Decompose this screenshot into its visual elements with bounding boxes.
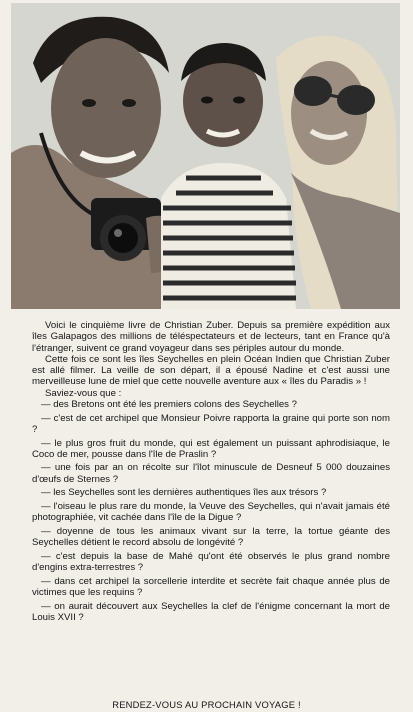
saviez-vous-heading: Saviez-vous que :	[45, 387, 122, 399]
intro-paragraph: Cette fois ce sont les îles Seychelles en plein Océan Indien que Christian Zuber est allé filmer. La veille de son départ, il a épousé Nadine et c'est aussi une merveilleuse lune de miel que cette nouvelle aventure aux « îles du Paradis » !	[32, 353, 390, 388]
questions-list	[32, 399, 390, 623]
intro-paragraph: Voici le cinquième livre de Christian Zuber. Depuis sa première expédition aux îles Galapagos des millions de téléspectateurs et de lecteurs, tant en France qu'à l'étranger, suivent ce grand voyageur dans ses périples autour du monde.	[32, 320, 390, 354]
list-item: — dans cet archipel la sorcellerie interdite et secrète fait chaque année plus de victimes que les requins ?	[32, 575, 391, 598]
list-item: — le plus gros fruit du monde, qui est également un puissant aphrodisiaque, le Coco de mer, pousse dans l'île de Praslin ?	[32, 437, 391, 460]
family-portrait-illustration	[11, 3, 400, 309]
closing-line: RENDEZ-VOUS AU PROCHAIN VOYAGE !	[112, 699, 301, 710]
list-item: — les Seychelles sont les dernières authentiques îles aux trésors ?	[41, 487, 327, 499]
list-item: — on aurait découvert aux Seychelles la clef de l'énigme concernant la mort de Louis XVII ?	[32, 600, 390, 623]
list-item: — l'oiseau le plus rare du monde, la Veuve des Seychelles, qui n'avait jamais été photographiée, vit cachée dans l'île de la Digue ?	[32, 500, 390, 524]
back-cover-text	[32, 320, 390, 625]
list-item: — une fois par an on récolte sur l'îlot minuscule de Desneuf 5 000 douzaines d'œufs de Sternes ?	[32, 462, 390, 485]
list-item: — doyenne de tous les animaux vivant sur la terre, la tortue géante des Seychelles détient le record absolu de longévité ?	[32, 525, 390, 549]
list-item: — des Bretons ont été les premiers colons des Seychelles ?	[41, 399, 297, 411]
cover-photo	[11, 3, 400, 309]
list-item: — c'est depuis la base de Mahé qu'ont été observés le plus grand nombre d'engins extra-terrestres ?	[32, 550, 391, 574]
list-item: — c'est de cet archipel que Monsieur Poivre rapporta la graine qui porte son nom ?	[32, 412, 390, 435]
